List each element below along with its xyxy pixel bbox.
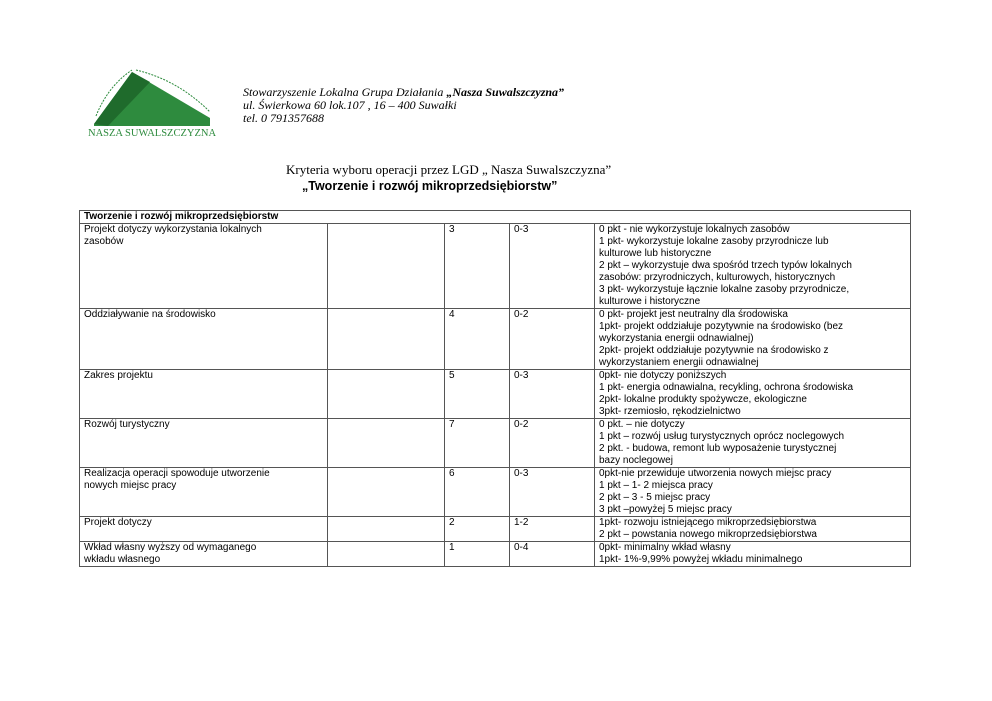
empty-cell [328,468,445,517]
weight-cell: 4 [445,309,510,370]
description-line: 1 pkt – 1- 2 miejsca pracy [599,480,713,491]
description-line: 1pkt- projekt oddziałuje pozytywnie na środowisko (bez [599,321,844,332]
description-cell [595,542,911,567]
document-subtitle: „Tworzenie i rozwój mikroprzedsiębiorstw” [302,179,558,193]
empty-cell [328,419,445,468]
criterion-text: Oddziaływanie na środowisko [84,309,216,320]
description-line: bazy noclegowej [599,455,673,466]
empty-cell [328,517,445,542]
organization-name-bold: „Nasza Suwalszczyzna” [446,85,565,99]
criterion-cell [80,517,328,542]
criterion-cell [80,419,328,468]
weight-cell: 3 [445,224,510,309]
table-row [80,224,911,309]
description-line: 2pkt- projekt oddziałuje pozytywnie na środowisko z [599,345,829,356]
weight-cell: 6 [445,468,510,517]
points-range-cell: 0-3 [510,224,595,309]
empty-cell [328,309,445,370]
empty-cell [328,370,445,419]
weight-cell: 1 [445,542,510,567]
description-line: 2 pkt – wykorzystuje dwa spośród trzech typów lokalnych [599,260,852,271]
description-line: 1 pkt- energia odnawialna, recykling, ochrona środowiska [599,382,854,393]
description-cell [595,419,911,468]
description-line: wykorzystania energii odnawialnej) [599,333,754,344]
criterion-text: nowych miejsc pracy [84,480,177,491]
table-row [80,370,911,419]
criterion-text: Wkład własny wyższy od wymaganego [84,542,257,553]
description-cell [595,224,911,309]
criterion-cell [80,468,328,517]
description-line: 1 pkt- wykorzystuje lokalne zasoby przyrodnicze lub [599,236,829,247]
weight-cell: 7 [445,419,510,468]
description-line: zasobów: przyrodniczych, kulturowych, historycznych [599,272,836,283]
points-range-cell: 0-4 [510,542,595,567]
points-range-cell: 0-2 [510,309,595,370]
document-title: Kryteria wyboru operacji przez LGD „ Nasza Suwalszczyzna” [286,162,612,177]
criterion-text: wkładu własnego [84,554,161,565]
points-range-cell: 1-2 [510,517,595,542]
criterion-cell [80,224,328,309]
organization-name-prefix: Stowarzyszenie Lokalna Grupa Działania [243,85,447,99]
description-line: 3 pkt –powyżej 5 miejsc pracy [599,504,732,515]
description-cell [595,468,911,517]
table-row [80,542,911,567]
table-row [80,468,911,517]
table-row [80,419,911,468]
description-line: 0pkt- minimalny wkład własny [599,542,731,553]
empty-cell [328,224,445,309]
organization-header [243,86,564,125]
description-line: 2 pkt. - budowa, remont lub wyposażenie turystycznej [599,443,837,454]
table-title-row [80,211,911,224]
organization-phone: tel. 0 791357688 [243,111,324,125]
description-line: 0 pkt - nie wykorzystuje lokalnych zasobów [599,224,790,235]
description-cell [595,370,911,419]
points-range-cell: 0-2 [510,419,595,468]
criterion-text: zasobów [84,236,124,247]
criterion-cell [80,370,328,419]
points-range-cell: 0-3 [510,370,595,419]
description-line: 0pkt-nie przewiduje utworzenia nowych miejsc pracy [599,468,832,479]
description-line: 1pkt- 1%-9,99% powyżej wkładu minimalnego [599,554,803,565]
description-line: 2pkt- lokalne produkty spożywcze, ekologiczne [599,394,807,405]
description-line: 1pkt- rozwoju istniejącego mikroprzedsiębiorstwa [599,517,817,528]
table-title: Tworzenie i rozwój mikroprzedsiębiorstw [80,211,911,224]
table-row [80,517,911,542]
description-cell [595,309,911,370]
logo-text: NASZA SUWALSZCZYZNA [88,128,217,138]
weight-cell: 2 [445,517,510,542]
description-line: 0pkt- nie dotyczy poniższych [599,370,727,381]
table-row [80,309,911,370]
criterion-text: Rozwój turystyczny [84,419,170,430]
criterion-text: Realizacja operacji spowoduje utworzenie [84,468,270,479]
description-line: 2 pkt – 3 - 5 miejsc pracy [599,492,711,503]
criterion-text: Projekt dotyczy wykorzystania lokalnych [84,224,262,235]
points-range-cell: 0-3 [510,468,595,517]
criterion-cell [80,309,328,370]
criteria-table [79,210,911,567]
description-line: 3 pkt- wykorzystuje łącznie lokalne zasoby przyrodnicze, [599,284,850,295]
criterion-text: Projekt dotyczy [84,517,152,528]
description-line: 0 pkt. – nie dotyczy [599,419,685,430]
description-line: 2 pkt – powstania nowego mikroprzedsiębiorstwa [599,529,817,540]
empty-cell [328,542,445,567]
description-line: 1 pkt – rozwój usług turystycznych oprócz noclegowych [599,431,845,442]
description-line: 3pkt- rzemiosło, rękodzielnictwo [599,406,741,417]
description-line: kulturowe i historyczne [599,296,701,307]
description-line: wykorzystaniem energii odnawialnej [599,357,759,368]
organization-logo [88,66,224,138]
criterion-cell [80,542,328,567]
description-line: 0 pkt- projekt jest neutralny dla środowiska [599,309,788,320]
criterion-text: Zakres projektu [84,370,153,381]
weight-cell: 5 [445,370,510,419]
description-line: kulturowe lub historyczne [599,248,712,259]
organization-address: ul. Świerkowa 60 lok.107 , 16 – 400 Suwałki [243,98,457,112]
description-cell [595,517,911,542]
